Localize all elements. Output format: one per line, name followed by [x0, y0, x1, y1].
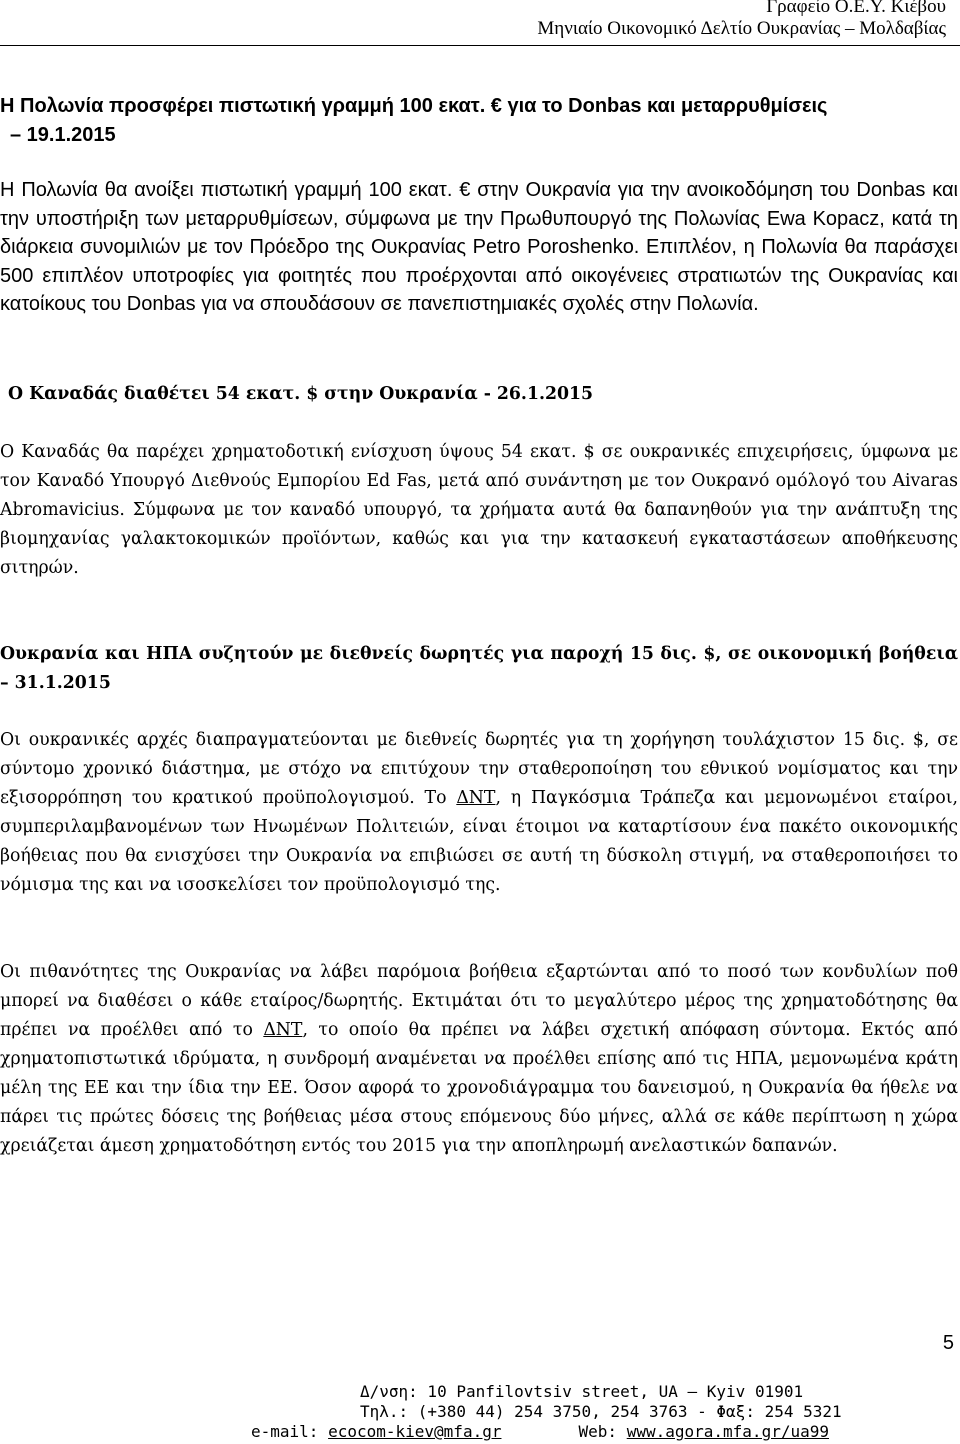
footer-phones: Τηλ.: (+380 44) 254 3750, 254 3763 - Φαξ: 254 5321: [360, 1402, 842, 1421]
imf-abbreviation: ΔΝΤ: [263, 1020, 303, 1040]
article-2-title: Ο Καναδάς διαθέτει 54 εκατ. $ στην Ουκρανία - 26.1.2015: [8, 384, 594, 404]
article-1-title-line2: – 19.1.2015: [10, 123, 116, 146]
article-1-title: [0, 92, 958, 149]
header-office: Γραφείο Ο.Ε.Υ. Κιέβου: [766, 0, 946, 17]
header-bulletin-title: Μηνιαίο Οικονομικό Δελτίο Ουκρανίας – Μολδαβίας: [537, 18, 946, 39]
header-divider: [0, 45, 960, 46]
footer-web-link[interactable]: www.agora.mfa.gr/ua99: [626, 1422, 829, 1441]
article-3-paragraph-1-text-b: , η Παγκόσμια Τράπεζα και μεμονωμένοι εταίροι, συμπεριλαμβανομένων των Ηνωμένων Πολιτειών, είναι έτοιμοι να καταρτίσουν ένα πακέτο οικονομικής βοήθειας που θα ενισχύσει την Ουκρανία να επιβιώσει σε αυτή τη δύσκολη στιγμή, να σταθεροποιήσει το νόμισμα της και να ισοσκελίσει τον προϋπολογισμό της.: [0, 788, 958, 895]
article-1-title-line1: Η Πολωνία προσφέρει πιστωτική γραμμή 100 εκατ. € για το Donbas και μεταρρυθμίσεις: [0, 95, 828, 117]
article-1-body: Η Πολωνία θα ανοίξει πιστωτική γραμμή 100 εκατ. € στην Ουκρανία για την ανοικοδόμηση του Donbas και την υποστήριξη των μεταρρυθμίσεων, σύμφωνα με την Πρωθυπουργό της Πολωνίας Ewa Kopacz, κατά τη διάρκεια συνομιλιών με τον Πρόεδρο της Ουκρανίας Petro Poroshenko. Επιπλέον, η Πολωνία θα παράσχει 500 επιπλέον υποτροφίες για φοιτητές που προέρχονται από οικογένειες στρατιωτών της Ουκρανίας και κατοίκους του Donbas για να σπουδάσουν σε πανεπιστημιακές σχολές στην Πολωνία.: [0, 179, 958, 315]
article-3-paragraph-1-text-a: Οι ουκρανικές αρχές διαπραγματεύονται με διεθνείς δωρητές για τη χορήγηση τουλάχιστον 15 δις. $, σε σύντομο χρονικό διάστημα, με στόχο να επιτύχουν την σταθεροποίηση του εθνικού νομίσματος και την εξισορρόπηση του κρατικού προϋπολογισμού. Το: [0, 730, 958, 808]
article-3-paragraph-2-text-b: , το οποίο θα πρέπει να λάβει σχετική απόφαση σύντομα. Εκτός από χρηματοπιστωτικά ιδρύματα, η συνδρομή αναμένεται να προέλθει επίσης από τις ΗΠΑ, μεμονωμένα κράτη μέλη της ΕΕ και την ίδια την ΕΕ. Όσον αφορά το χρονοδιάγραμμα του δανεισμού, η Ουκρανία θα ήθελε να πάρει τις πρώτες δόσεις της βοήθειας μέσα στους επόμενους δύο μήνες, αλλά σε κάθε περίπτωση η χώρα χρειάζεται άμεση χρηματοδότηση εντός του 2015 για την αποπληρωμή ανελαστικών δαπανών.: [0, 1020, 958, 1156]
article-3-paragraph-1: [0, 726, 958, 900]
article-3-title: Ουκρανία και ΗΠΑ συζητούν με διεθνείς δωρητές για παροχή 15 δις. $, σε οικονομική βοήθεια – 31.1.2015: [0, 644, 958, 693]
imf-abbreviation: ΔΝΤ: [456, 788, 496, 808]
footer-email-link[interactable]: ecocom-kiev@mfa.gr: [328, 1422, 502, 1441]
footer-address: Δ/νση: 10 Panfilovtsiv street, UA – Kyiv 01901: [360, 1382, 804, 1401]
footer-email-label: e-mail:: [251, 1422, 319, 1441]
page-number: 5: [942, 1332, 954, 1354]
footer-web-label: Web:: [578, 1422, 618, 1441]
footer-contacts: [210, 1422, 870, 1442]
footer: [251, 1382, 842, 1442]
article-2-body: Ο Καναδάς θα παρέχει χρηματοδοτική ενίσχυση ύψους 54 εκατ. $ σε ουκρανικές επιχειρήσεις, ύμφωνα με τον Καναδό Υπουργό Διεθνούς Εμπορίου Ed Fas, μετά από συνάντηση με τον Ουκρανό ομόλογό του Aivaras Abromavicius. Σύμφωνα με τον καναδό υπουργό, τα χρήματα αυτά θα δαπανηθούν για την ανάπτυξη της βιομηχανίας γαλακτοκομικών προϊόντων, καθώς και για την κατασκευή εγκαταστάσεων αποθήκευσης σιτηρών.: [0, 442, 958, 578]
article-3-paragraph-2-text-a: Οι πιθανότητες της Ουκρανίας να λάβει παρόμοια βοήθεια εξαρτώνται από το ποσό των κονδυλίων ποθ μπορεί να διαθέσει ο κάθε εταίρος/δωρητής. Εκτιμάται ότι το μεγαλύτερο μέρος της χρηματοδότησης θα πρέπει να προέλθει από το: [0, 962, 958, 1040]
article-3-paragraph-2: [0, 958, 958, 1161]
